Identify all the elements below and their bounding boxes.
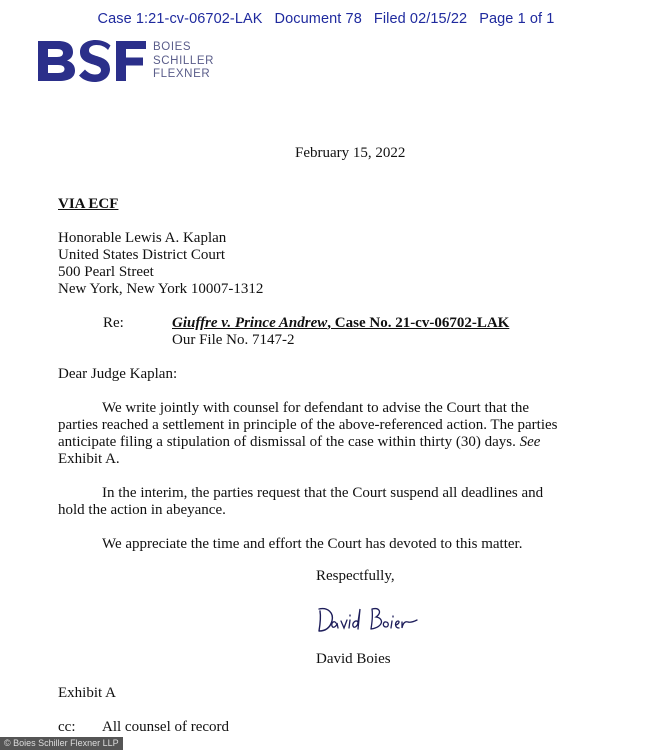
body-paragraph-3: We appreciate the time and effort the Court has devoted to this matter. [102, 536, 523, 552]
body-paragraph-1 [58, 400, 557, 468]
letter-date: February 15, 2022 [295, 145, 406, 161]
addressee-line: New York, New York 10007-1312 [58, 281, 264, 297]
filed-date: Filed 02/15/22 [373, 11, 468, 27]
paragraph-line: parties reached a settlement in principle of the above-referenced action. The parties [58, 417, 558, 433]
file-number: Our File No. 7147-2 [172, 332, 295, 348]
page-number: Page 1 of 1 [479, 11, 555, 27]
firm-name-line: FLEXNER [153, 68, 211, 80]
paragraph-line: We write jointly with counsel for defendant to advise the Court that the [102, 400, 530, 416]
paragraph-line: In the interim, the parties request that the Court suspend all deadlines and [102, 485, 544, 501]
firm-name-line: SCHILLER [153, 54, 215, 67]
exhibit-reference: Exhibit A [58, 685, 116, 701]
signatory-name: David Boies [316, 651, 391, 667]
see-signal: See [519, 434, 541, 450]
paragraph-line: hold the action in abeyance. [58, 502, 226, 518]
salutation: Dear Judge Kaplan: [58, 366, 178, 382]
delivery-method: VIA ECF [58, 196, 119, 212]
paragraph-line [58, 434, 557, 451]
body-paragraph-2 [58, 485, 543, 519]
case-number: Case 1:21-cv-06702-LAK [97, 11, 263, 27]
addressee-line: Honorable Lewis A. Kaplan [58, 230, 227, 246]
re-subject [172, 315, 509, 332]
closing: Respectfully, [316, 568, 395, 584]
firm-name [153, 41, 214, 82]
firm-name-line: BOIES [153, 41, 192, 53]
cc-recipients: All counsel of record [102, 719, 230, 735]
photo-credit: © Boies Schiller Flexner LLP [0, 737, 123, 750]
case-number-ref: , Case No. 21-cv-06702-LAK [327, 315, 510, 331]
case-name: Giuffre v. Prince Andrew [172, 315, 328, 331]
re-label: Re: [103, 315, 124, 331]
signature-image [316, 601, 420, 637]
cc-label: cc: [58, 719, 76, 735]
bsf-logo-mark [36, 38, 148, 84]
paragraph-line: Exhibit A. [58, 451, 120, 467]
document-number: Document 78 [274, 11, 362, 27]
paragraph-text: anticipate filing a stipulation of dismissal of the case within thirty (30) days. [58, 434, 520, 450]
bsf-logo [36, 38, 148, 84]
addressee-line: 500 Pearl Street [58, 264, 154, 280]
court-filing-header [0, 11, 652, 27]
addressee-line: United States District Court [58, 247, 226, 263]
signature [316, 601, 420, 642]
